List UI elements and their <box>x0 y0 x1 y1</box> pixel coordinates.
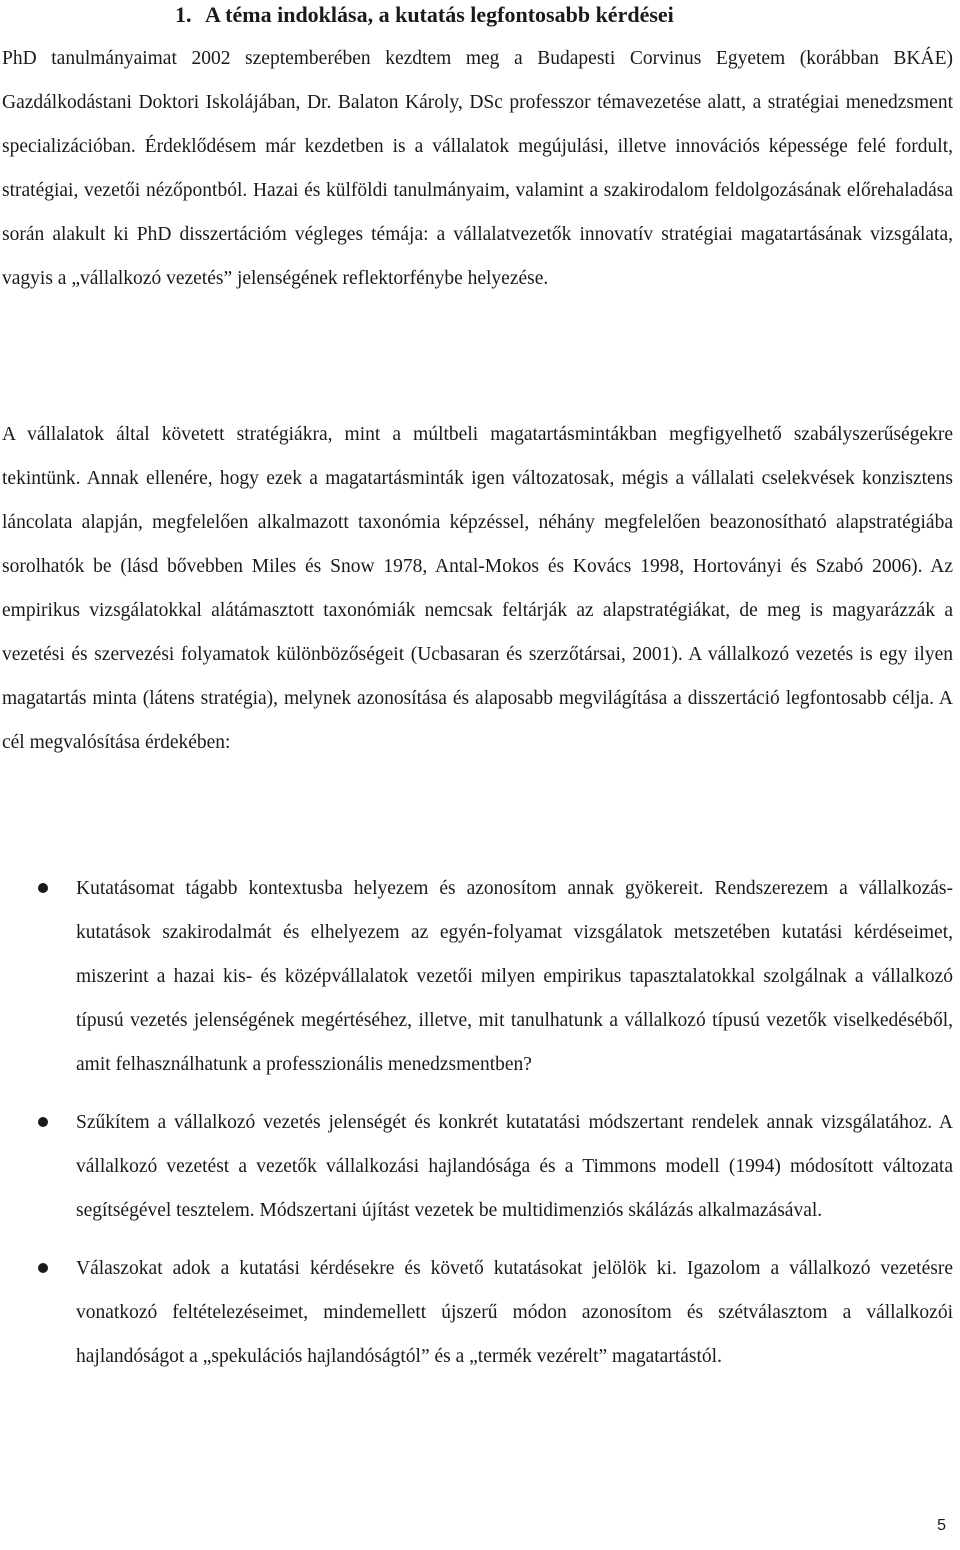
list-item <box>0 1247 953 1379</box>
bullet-icon <box>38 1263 48 1273</box>
section-title: A téma indoklása, a kutatás legfontosabb kérdései <box>205 2 674 27</box>
body-paragraph: PhD tanulmányaimat 2002 szeptemberében kezdtem meg a Budapesti Corvinus Egyetem (korábban BKÁE) Gazdálkodástani Doktori Iskolájában, Dr. Balaton Károly, DSc professzor témavezetése alatt, a stratégiai menedzsment specializációban. Érdeklődésem már kezdetben is a vállalatok megújulási, illetve innovációs képessége felé fordult, stratégiai, vezetői nézőpontból. Hazai és külföldi tanulmányaim, valamint a szakirodalom feldolgozásának előrehaladása során alakult ki PhD disszertációm végleges témája: a vállalatvezetők innovatív stratégiai magatartásának vizsgálata, vagyis a „vállalkozó vezetés” jelenségének reflektorfénybe helyezése. <box>2 48 953 289</box>
section-number: 1. <box>175 2 192 27</box>
section-heading <box>175 0 674 30</box>
bullet-list <box>0 867 960 1393</box>
bullet-icon <box>38 883 48 893</box>
list-item <box>0 867 953 1087</box>
list-item-text: Kutatásomat tágabb kontextusba helyezem és azonosítom annak gyökereit. Rendszerezem a vállalkozás-kutatások szakirodalmát és elhelyezem az egyén-folyamat vizsgálatok metszetében kutatási kérdéseimet, miszerint a hazai kis- és középvállalatok vezetői milyen empirikus tapasztalatokkal szolgálnak a vállalkozó típusú vezetés jelenségének megértéséhez, illetve, mit tanulhatunk a vállalkozó típusú vezetők viselkedéséből, amit felhasználhatunk a professzionális menedzsmentben? <box>76 878 953 1075</box>
list-item-text: Szűkítem a vállalkozó vezetés jelenségét és konkrét kutatatási módszertant rendelek annak vizsgálatához. A vállalkozó vezetést a vezetők vállalkozási hajlandósága és a Timmons modell (1994) módosított változata segítségével tesztelem. Módszertani újítást vezetek be multidimenziós skálázás alkalmazásával. <box>76 1112 953 1221</box>
list-item <box>0 1101 953 1233</box>
page-number: 5 <box>937 1517 946 1534</box>
bullet-icon <box>38 1117 48 1127</box>
body-paragraph: A vállalatok által követett stratégiákra, mint a múltbeli magatartásmintákban megfigyelhető szabályszerűségekre tekintünk. Annak ellenére, hogy ezek a magatartásminták igen változatosak, mégis a vállalati cselekvések konzisztens láncolata alapján, megfelelően alkalmazott taxonómia képzéssel, néhány megfelelően beazonosítható alapstratégiába sorolhatók be (lásd bővebben Miles és Snow 1978, Antal-Mokos és Kovács 1998, Hortoványi és Szabó 2006). Az empirikus vizsgálatokkal alátámasztott taxonómiák nemcsak feltárják az alapstratégiákat, de meg is magyarázzák a vezetési és szervezési folyamatok különbözőségeit (Ucbasaran és szerzőtársai, 2001). A vállalkozó vezetés is egy ilyen magatartás minta (látens stratégia), melynek azonosítása és alaposabb megvilágítása a disszertáció legfontosabb célja. A cél megvalósítása érdekében: <box>2 424 953 753</box>
list-item-text: Válaszokat adok a kutatási kérdésekre és követő kutatásokat jelölök ki. Igazolom a vállalkozó vezetésre vonatkozó feltételezéseimet, mindemellett újszerű módon azonosítom és szétválasztom a vállalkozói hajlandóságot a „spekulációs hajlandóságtól” és a „termék vezérelt” magatartástól. <box>76 1258 953 1367</box>
